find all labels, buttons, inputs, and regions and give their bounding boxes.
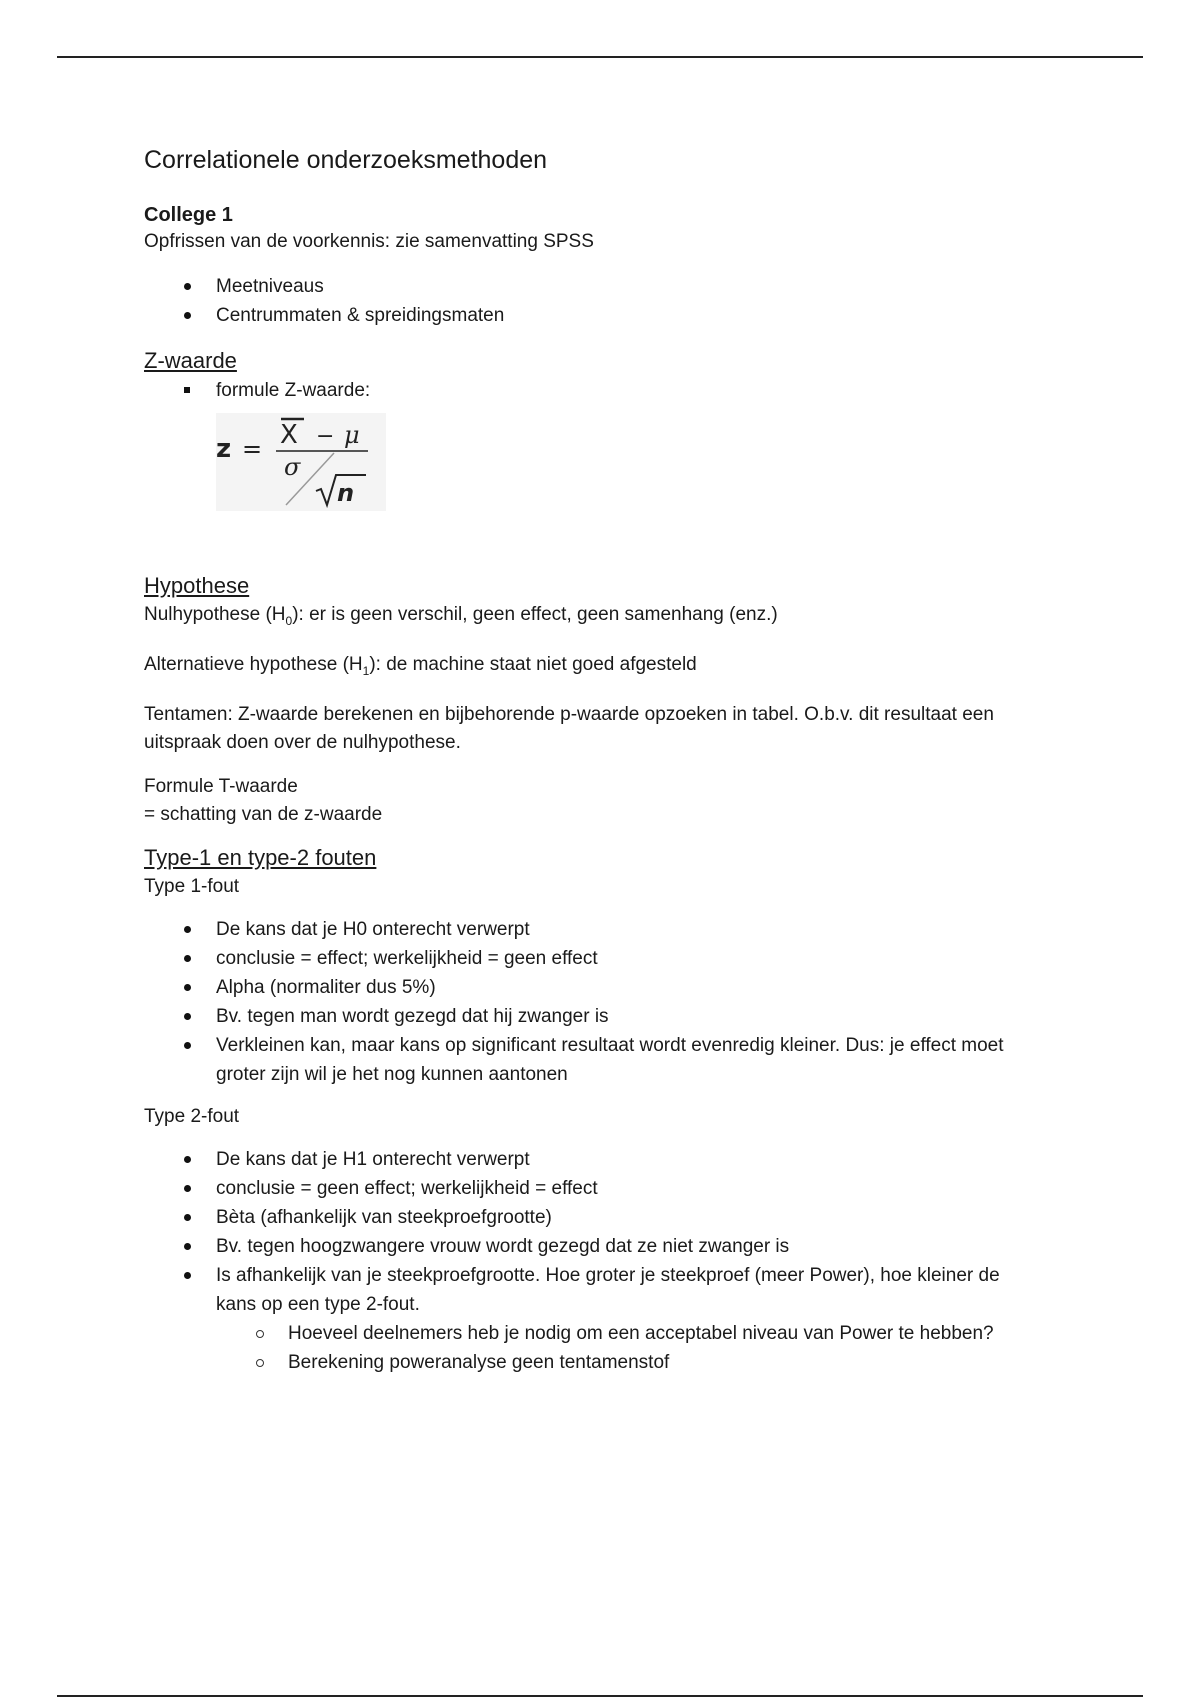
- formula-mu: μ: [344, 421, 360, 449]
- list-item: De kans dat je H1 onterecht verwerpt: [144, 1145, 1044, 1174]
- h1-text-b: ): de machine staat niet goed afgesteld: [369, 653, 697, 675]
- formula-z: z: [216, 434, 232, 464]
- list-item: Verkleinen kan, maar kans op significant resultaat wordt evenredig kleiner. Dus: je effect moet groter zijn wil je het nog kunnen aantonen: [144, 1031, 1044, 1089]
- t-formule-text: Formule T-waarde: [144, 775, 298, 797]
- tentamen-text: Tentamen: Z-waarde berekenen en bijbehorende p-waarde opzoeken in tabel. O.b.v. dit resultaat een uitspraak doen over de nulhypothese.: [144, 703, 994, 753]
- document-body: [144, 140, 1044, 1377]
- list-item: Bv. tegen hoogzwangere vrouw wordt gezegd dat ze niet zwanger is: [144, 1232, 1044, 1261]
- formula-xbar: X: [280, 420, 298, 450]
- h1-text: [144, 651, 1044, 685]
- list-item: Meetniveaus: [144, 272, 1044, 301]
- h1-subscript: 1: [362, 663, 370, 678]
- list-item: Alpha (normaliter dus 5%): [144, 973, 1044, 1002]
- section-heading-zwaarde: Z-waarde: [144, 348, 237, 373]
- t-schatting-text: = schatting van de z-waarde: [144, 803, 383, 825]
- formula-sigma: σ: [284, 453, 301, 481]
- college-heading: College 1: [144, 204, 233, 226]
- h0-subscript: 0: [285, 613, 293, 628]
- list-item: formule Z-waarde:: [144, 376, 1044, 405]
- type1-list: [144, 915, 1044, 1089]
- h0-text-a: Nulhypothese (H: [144, 604, 286, 625]
- h0-text-b: ): er is geen verschil, geen effect, geen samenhang (enz.): [292, 604, 778, 625]
- intro-list: [144, 272, 1044, 330]
- sub-list-item: Hoeveel deelnemers heb je nodig om een acceptabel niveau van Power te hebben?: [144, 1319, 1044, 1348]
- section-heading-fouten: Type-1 en type-2 fouten: [144, 844, 377, 870]
- formula-n: n: [337, 479, 355, 507]
- formula-equals: =: [242, 435, 263, 463]
- header-rule: [57, 56, 1143, 58]
- section-heading-hypothese: Hypothese: [144, 573, 250, 598]
- list-item: Bèta (afhankelijk van steekproefgrootte): [144, 1203, 1044, 1232]
- type1-label: Type 1-fout: [144, 875, 240, 897]
- footer-rule: [57, 1695, 1143, 1697]
- formula-minus: −: [316, 424, 335, 449]
- list-item: conclusie = geen effect; werkelijkheid = effect: [144, 1174, 1044, 1203]
- zwaarde-list: [144, 376, 1044, 405]
- list-item: Centrummaten & spreidingsmaten: [144, 301, 1044, 330]
- z-formula-image: [216, 413, 386, 511]
- h1-text-a: Alternatieve hypothese (H: [144, 653, 363, 675]
- type2-list: [144, 1145, 1044, 1319]
- sub-list-item: Berekening poweranalyse geen tentamenstof: [144, 1348, 1044, 1377]
- document-title: Correlationele onderzoeksmethoden: [144, 146, 548, 174]
- type2-sublist: [144, 1319, 1044, 1377]
- type2-label: Type 2-fout: [144, 1105, 240, 1127]
- z-formula-svg: [216, 413, 386, 511]
- list-item: De kans dat je H0 onterecht verwerpt: [144, 915, 1044, 944]
- list-item: Is afhankelijk van je steekproefgrootte. Hoe groter je steekproef (meer Power), hoe kleiner de kans op een type 2-fout.: [144, 1261, 1044, 1319]
- list-item: Bv. tegen man wordt gezegd dat hij zwanger is: [144, 1002, 1044, 1031]
- h0-text: [144, 601, 1044, 635]
- list-item: conclusie = effect; werkelijkheid = geen effect: [144, 944, 1044, 973]
- intro-text: Opfrissen van de voorkennis: zie samenvatting SPSS: [144, 231, 594, 252]
